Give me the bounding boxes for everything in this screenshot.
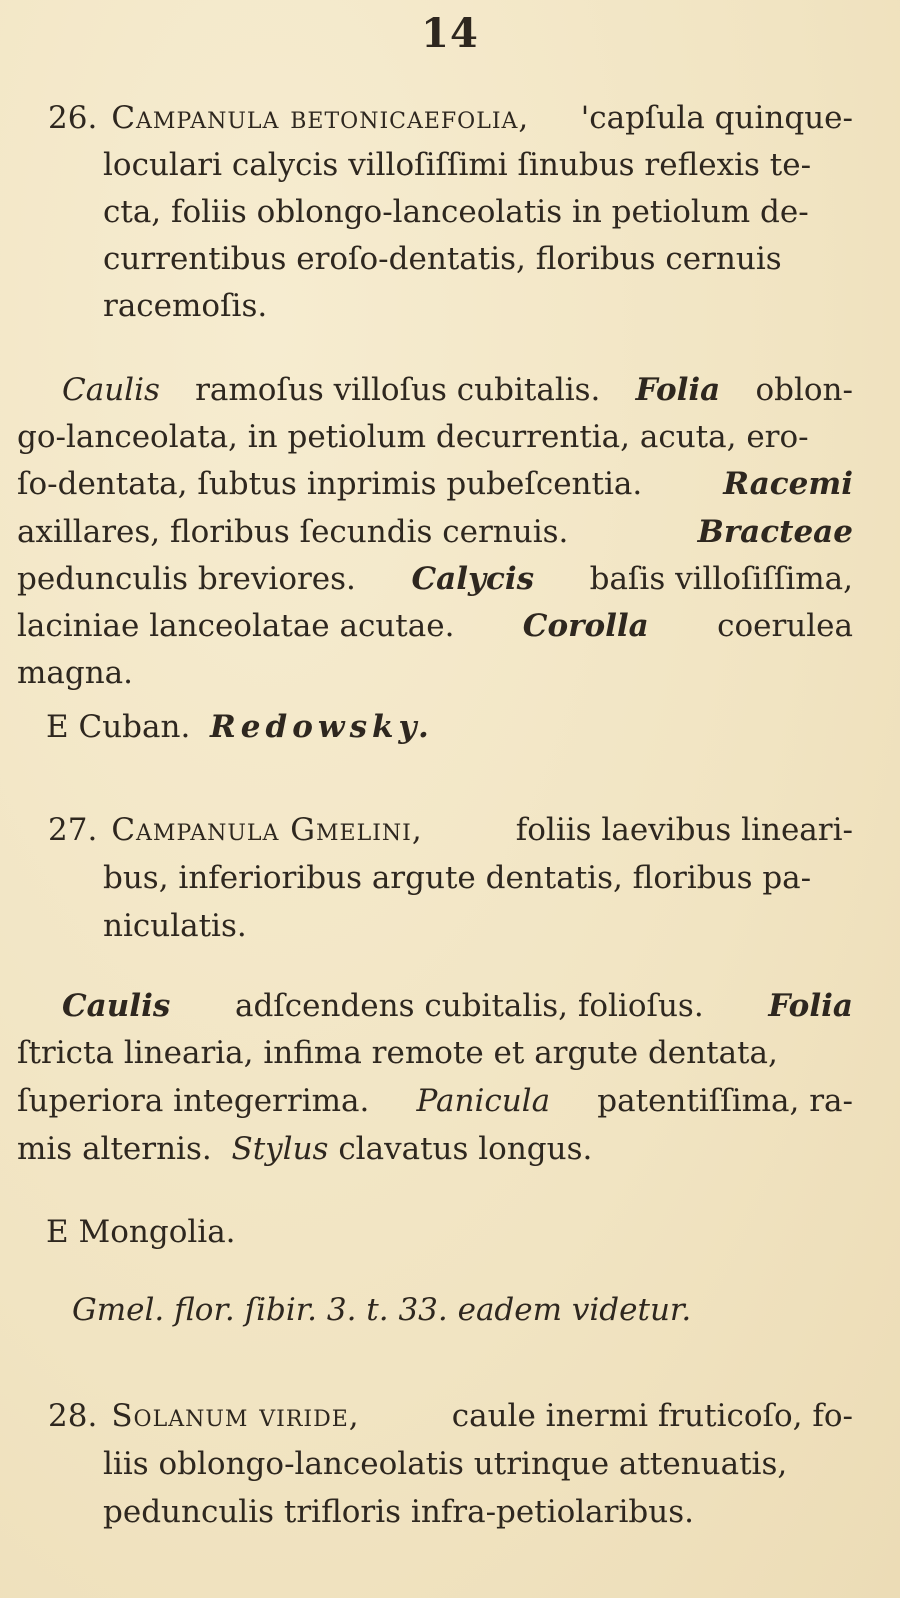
collector: Redowsky. bbox=[210, 709, 434, 745]
term: Panicula bbox=[416, 1083, 551, 1119]
term: Stylus bbox=[231, 1131, 329, 1167]
description-line: magna. bbox=[17, 655, 134, 691]
description-line: mis alternis. Stylus clavatus longus. bbox=[17, 1131, 593, 1167]
entry-number: 28. bbox=[48, 1398, 98, 1434]
diagnosis-line: bus, inferioribus argute dentatis, floribus pa- bbox=[103, 860, 812, 896]
term: Calycis bbox=[411, 561, 535, 597]
entry-27-heading bbox=[48, 810, 853, 850]
diagnosis-line: loculari calycis villoſiſſimi ſinubus reflexis te- bbox=[103, 147, 812, 183]
locality-line bbox=[46, 707, 434, 747]
diagnosis-line: pedunculis trifloris infra-petiolaribus. bbox=[103, 1494, 694, 1530]
term: Caulis bbox=[62, 372, 160, 408]
description-line: axillares, floribus ſecundis cernuis. Bracteae bbox=[17, 514, 853, 550]
locality: E Cuban. bbox=[46, 709, 191, 745]
term: Bracteae bbox=[697, 514, 853, 550]
description-line: ſo-dentata, ſubtus inprimis pubeſcentia. Racemi bbox=[17, 466, 853, 502]
species-name: Campanula betonicaefolia, bbox=[111, 100, 530, 136]
page-number: 14 bbox=[421, 10, 479, 57]
term: Corolla bbox=[522, 608, 649, 644]
diagnosis-line: foliis laevibus lineari- bbox=[515, 812, 853, 848]
locality: E Mongolia. bbox=[46, 1214, 236, 1250]
description-line: ſuperiora integerrima. Panicula patentiſſima, ra- bbox=[17, 1083, 853, 1119]
diagnosis-line: cta, foliis oblongo-lanceolatis in petiolum de- bbox=[103, 194, 809, 230]
term: Racemi bbox=[723, 466, 853, 502]
description-line: Caulis ramoſus villoſus cubitalis. Folia oblon- bbox=[62, 372, 853, 408]
diagnosis-line: racemoſis. bbox=[103, 288, 268, 324]
species-name: Campanula Gmelini, bbox=[111, 812, 423, 848]
term: Folia bbox=[768, 988, 853, 1024]
species-name: Solanum viride, bbox=[111, 1398, 360, 1434]
entry-number: 27. bbox=[48, 812, 98, 848]
diagnosis-line: caule inermi fruticoſo, fo- bbox=[451, 1398, 853, 1434]
diagnosis-line: niculatis. bbox=[103, 908, 247, 944]
literature-reference: Gmel. flor. ſibir. 3. t. 33. eadem videtur. bbox=[72, 1292, 692, 1328]
description-line: Caulis adſcendens cubitalis, folioſus. Folia bbox=[62, 988, 853, 1024]
entry-26-heading bbox=[48, 98, 853, 138]
description-line: pedunculis breviores. Calycis baſis villoſiſſima, bbox=[17, 561, 853, 597]
entry-number: 26. bbox=[48, 100, 98, 136]
description-line: laciniae lanceolatae acutae. Corolla coerulea bbox=[17, 608, 853, 644]
description-line: go-lanceolata, in petiolum decurrentia, acuta, ero- bbox=[17, 419, 809, 455]
entry-28-heading bbox=[48, 1396, 853, 1436]
diagnosis-line: 'capſula quinque- bbox=[580, 100, 853, 136]
term: Folia bbox=[635, 372, 721, 408]
diagnosis-line: liis oblongo-lanceolatis utrinque attenuatis, bbox=[103, 1446, 788, 1482]
description-line: ſtricta linearia, infima remote et argute dentata, bbox=[17, 1035, 778, 1071]
diagnosis-line: currentibus eroſo-dentatis, floribus cernuis bbox=[103, 241, 782, 277]
term: Caulis bbox=[62, 988, 171, 1024]
